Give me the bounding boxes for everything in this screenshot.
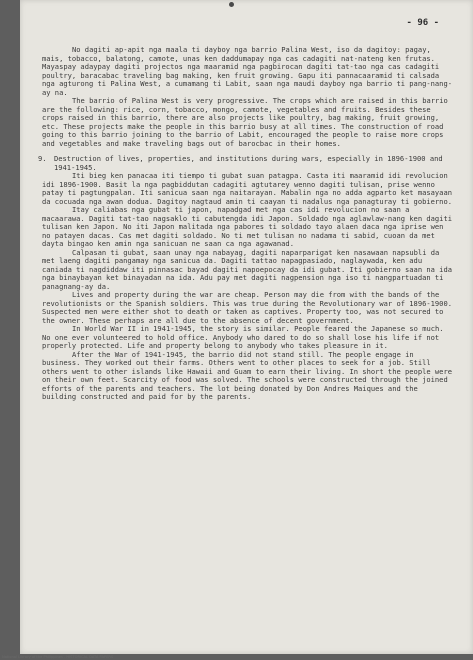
punch-hole bbox=[229, 2, 234, 7]
scan-footer: National Library of the Philippines - HISTORICAL DATA PAPERS bbox=[2, 655, 114, 659]
page-number: - 96 - bbox=[406, 18, 439, 28]
paragraph-english-after-war: After the War of 1941-1945, the barrio did not stand still. The people engage in business. They worked out their farms. Others went to other places to seek for a job. Still others went to other islands like Hawaii and Guam to earn their living. In short the people were on their own feet. Scarcity of food was solved. The schools were constructed through the joined efforts of the parents and teachers. The lot being donated by Don Andres Maiques and the building constructed and paid for by the parents. bbox=[42, 349, 452, 401]
item-heading: Destruction of lives, properties, and institutions during wars, especially in 1896-1900 and 1941-1945. bbox=[54, 154, 443, 172]
paragraph-english-revolution: Lives and property during the war are cheap. Person may die from with the bands of the revolutionists or the Spanish soldiers. This was true during the Revolutionary war of 1896-1900. Suspected men were either shot to death or taken as captives. Property too, was not secured to the owner. These perhaps are all due to the absence of decent government. bbox=[42, 290, 452, 325]
body-text bbox=[38, 45, 454, 402]
paragraph-ilocano-japanese-war: Itay caliabas nga gubat ti japon, napadgad met nga cas idi revolucion no saan a macaarawa. Dagiti tat-tao nagsaklo ti cabutengda idi Japon. Soldado nga aglawlaw-nang ken dagiti tulisan ken Japon. No iti Japon malitada nga pabores ti soldado tayo alaen daca nga iprise wen no patayen dacas. Cas met dagiti soldado. No ti met tulisan no nadama ti sabid, cuoan da met dayta bingao ken amin nga sanicuan ne saan ca nga agawanad. bbox=[42, 205, 452, 248]
section-item-9 bbox=[38, 154, 454, 172]
item-number: 9. bbox=[38, 154, 47, 163]
paragraph-ilocano-revolution: Iti bieg ken panacaa iti tiempo ti gubat suan patagpa. Casta iti maaramid idi revolucion idi 1896-1900. Basit la nga pagbiddutan cadagiti agtutarey wenno dagiti tulisan, prise wenno patay ti pagtungpalan. Iti sanicua saan nga naitarayan. Mabalin nga no adda agparto ket masayaan da cocuada nga awan dodua. Dagitoy nagtaud amin ti caayan ti nadalus nga panagturay ti gobierno. bbox=[42, 171, 452, 206]
paragraph-english-crops: The barrio of Palina West is very progressive. The crops which are raised in this barrio are the following: rice, corn, tobacco, mongo, camote, vegetables and fruits. Besides these crops raised in this barrio, there are also projects like poultry, bag making, fruit growing, etc. These projects make the people in this barrio busy at all times. The construction of road going to this barrio joining to the barrio of Labit, encouraged the people to raise more crops and vegetables and make traveling bags out of barocbac in their homes. bbox=[42, 96, 448, 148]
document-page bbox=[20, 0, 473, 654]
paragraph-ilocano-crops: No dagiti ap-apit nga maala ti dayboy nga barrio Palina West, iso da dagitoy: pagay, mais, tobacco, balatong, camote, unas ken daddumapay nga cas cadagiti nat-nateng ken frutas. Mayaspay adaypay dagiti projectos nga maaramid nga pagbirocan dagiti tat-tao nga cas cadagiti poultry, baracabac traveling bag making, ken fruit growing. Gapu iti pannacaaramid ti calsada nga agturong ti Palina West, a cumamang ti Labit, saan nga maudi dayboy nga barrio ti pang-nang-ay na. bbox=[42, 45, 452, 97]
paragraph-ilocano-after-war: Calpasan ti gubat, saan unay nga nabayag, dagiti naparparigat ken nasawaan napsubli da met laeng dagiti pangamay nga sanicua da. Dagiti tattao napagpasiado, naglaywada, ken adu caniada ti nagdiddaw iti pinnasac bayad dagiti napoepocay da idi gubat. Iti gobierno saan na ida nga binaybayan ket binayadan na ida. Adu pay met dagiti nagpension nga iso ti nangpartuadan ti panagnang-ay da. bbox=[42, 247, 452, 291]
paragraph-english-ww2: In World War II in 1941-1945, the story is similar. People feared the Japanese so much. No one ever volunteered to hold office. Anybody who dared to do so shall lose his life if not properly protected. Life and property belong to anybody who takes pleasure in it. bbox=[42, 324, 444, 350]
